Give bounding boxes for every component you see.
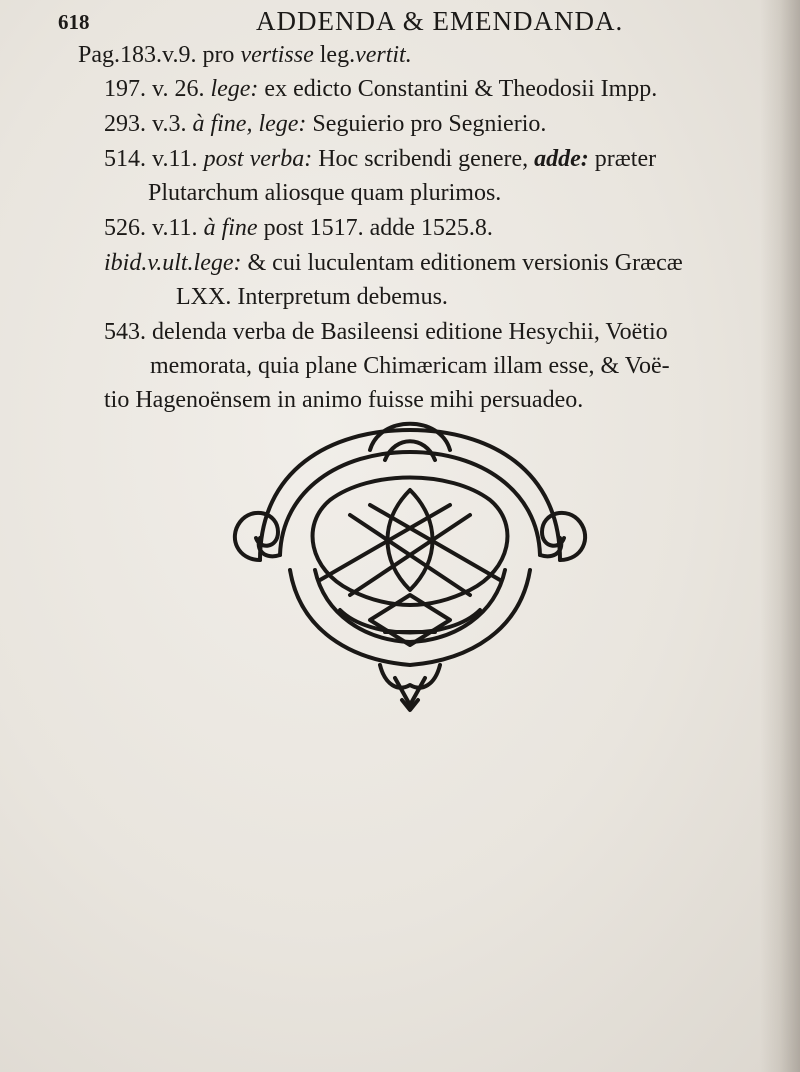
entry-ref: 526. v.11. bbox=[104, 215, 204, 241]
page-edge-shadow bbox=[760, 0, 800, 1072]
errata-entry-line bbox=[78, 40, 412, 70]
entry-text: & cui luculentam editionem versionis Græcæ bbox=[241, 250, 683, 276]
entry-text: præter bbox=[588, 146, 657, 172]
errata-entry-continuation: tio Hagenoënsem in animo fuisse mihi persuadeo. bbox=[104, 387, 584, 413]
errata-entry-line bbox=[104, 248, 683, 278]
errata-entry-continuation: LXX. Interpretum debemus. bbox=[176, 284, 448, 310]
entry-term: à fine, lege: bbox=[192, 111, 307, 137]
entry-ref: Pag.183.v.9. pro bbox=[78, 42, 241, 68]
entry-ref: 293. v.3. bbox=[104, 111, 193, 137]
entry-term: post verba: bbox=[203, 146, 313, 172]
entry-term: à fine bbox=[203, 215, 258, 241]
entry-ref: 514. v.11. bbox=[104, 146, 204, 172]
entry-term: ibid.v.ult.lege: bbox=[104, 250, 242, 276]
entry-text: post 1517. adde 1525.8. bbox=[257, 215, 493, 241]
page-header bbox=[0, 6, 800, 36]
entry-text: leg. bbox=[313, 42, 356, 68]
errata-entry-line bbox=[104, 74, 657, 104]
errata-entry-continuation: memorata, quia plane Chimæricam illam esse, & Voë- bbox=[150, 353, 670, 379]
entry-term: adde: bbox=[534, 146, 589, 172]
page-number: 618 bbox=[58, 10, 90, 34]
errata-entry-line bbox=[104, 213, 493, 243]
errata-entry-continuation: Plutarchum aliosque quam plurimos. bbox=[148, 180, 502, 206]
entry-text: Seguierio pro Segnierio. bbox=[306, 111, 547, 137]
errata-entry-line bbox=[104, 109, 546, 139]
entry-text: ex edicto Constantini & Theodosii Impp. bbox=[258, 76, 658, 102]
tailpiece-ornament-icon bbox=[220, 410, 600, 720]
entry-text: 543. delenda verba de Basileensi editione Hesychii, Voëtio bbox=[104, 319, 668, 345]
errata-entry-line bbox=[104, 317, 668, 347]
entry-term: vertisse bbox=[240, 42, 314, 68]
entry-term: vertit. bbox=[355, 42, 412, 68]
errata-entry-line bbox=[104, 144, 656, 174]
entry-ref: 197. v. 26. bbox=[104, 76, 211, 102]
entry-text: Hoc scribendi genere, bbox=[312, 146, 535, 172]
entry-term: lege: bbox=[210, 76, 259, 102]
running-head: ADDENDA & EMENDANDA. bbox=[256, 6, 624, 36]
